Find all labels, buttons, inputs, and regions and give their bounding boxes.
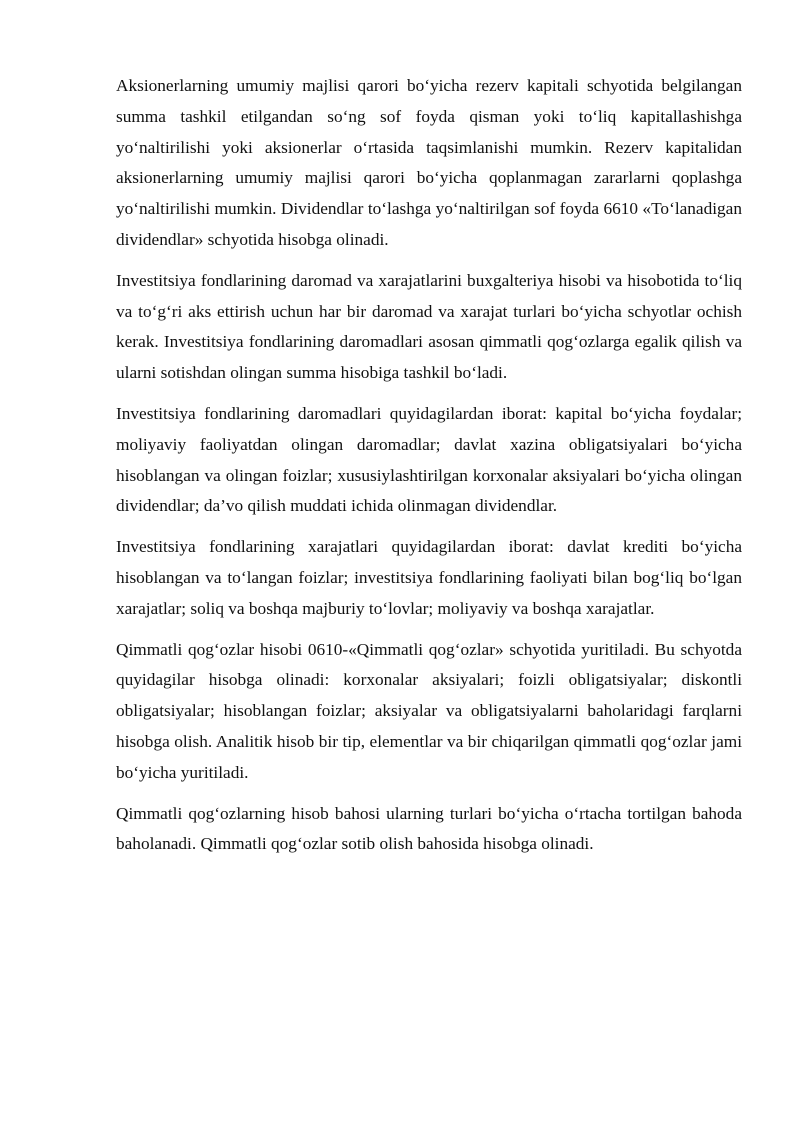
paragraph-securities-account: Qimmatli qog‘ozlar hisobi 0610-«Qimmatli qog‘ozlar» schyotida yuritiladi. Bu schyotda quyidagilar hisobga olinadi: korxonalar aksiyalari; foizli obligatsiyalar; diskontli obligatsiyalar; hisoblangan foizlar; aksiyalar va obligatsiyalarni baholaridagi farqlarni hisobga olish. Analitik hisob bir tip, elementlar va bir chiqarilgan qimmatli qog‘ozlar jami bo‘yicha yuritiladi. bbox=[116, 639, 742, 782]
paragraph-reserve-capital: Aksionerlarning umumiy majlisi qarori bo‘yicha rezerv kapitali schyotida belgilangan summa tashkil etilgandan so‘ng sof foyda qisman yoki to‘liq kapitallashishga yo‘naltirilishi yoki aksionerlar o‘rtasida taqsimlanishi mumkin. Rezerv kapitalidan aksionerlarning umumiy majlisi qarori bo‘yicha qoplanmagan zararlarni qoplashga yo‘naltirilishi mumkin. Dividendlar to‘lashga yo‘naltirilgan sof foyda 6610 «To‘lanadigan dividendlar» schyotida hisobga olinadi. bbox=[116, 76, 742, 249]
document-page bbox=[116, 71, 742, 870]
paragraph-fund-expenses: Investitsiya fondlarining xarajatlari quyidagilardan iborat: davlat krediti bo‘yicha hisoblangan va to‘langan foizlar; investitsiya fondlarining faoliyati bilan bog‘liq bo‘lgan xarajatlar; soliq va boshqa majburiy to‘lovlar; moliyaviy va boshqa xarajatlar. bbox=[116, 537, 742, 618]
paragraph-securities-valuation: Qimmatli qog‘ozlarning hisob bahosi ularning turlari bo‘yicha o‘rtacha tortilgan bahoda baholanadi. Qimmatli qog‘ozlar sotib olish bahosida hisobga olinadi. bbox=[116, 803, 742, 854]
paragraph-fund-income: Investitsiya fondlarining daromadlari quyidagilardan iborat: kapital bo‘yicha foydalar; moliyaviy faoliyatdan olingan daromadlar; davlat xazina obligatsiyalari bo‘yicha hisoblangan va olingan foizlar; xususiylashtirilgan korxonalar aksiyalari bo‘yicha olingan dividendlar; da’vo qilish muddati ichida olinmagan dividendlar. bbox=[116, 403, 742, 516]
paragraph-fund-accounting: Investitsiya fondlarining daromad va xarajatlarini buxgalteriya hisobi va hisobotida to‘liq va to‘g‘ri aks ettirish uchun har bir daromad va xarajat turlari bo‘yicha schyotlar ochish kerak. Investitsiya fondlarining daromadlari asosan qimmatli qog‘ozlarga egalik qilish va ularni sotishdan olingan summa hisobiga tashkil bo‘ladi. bbox=[116, 270, 742, 383]
